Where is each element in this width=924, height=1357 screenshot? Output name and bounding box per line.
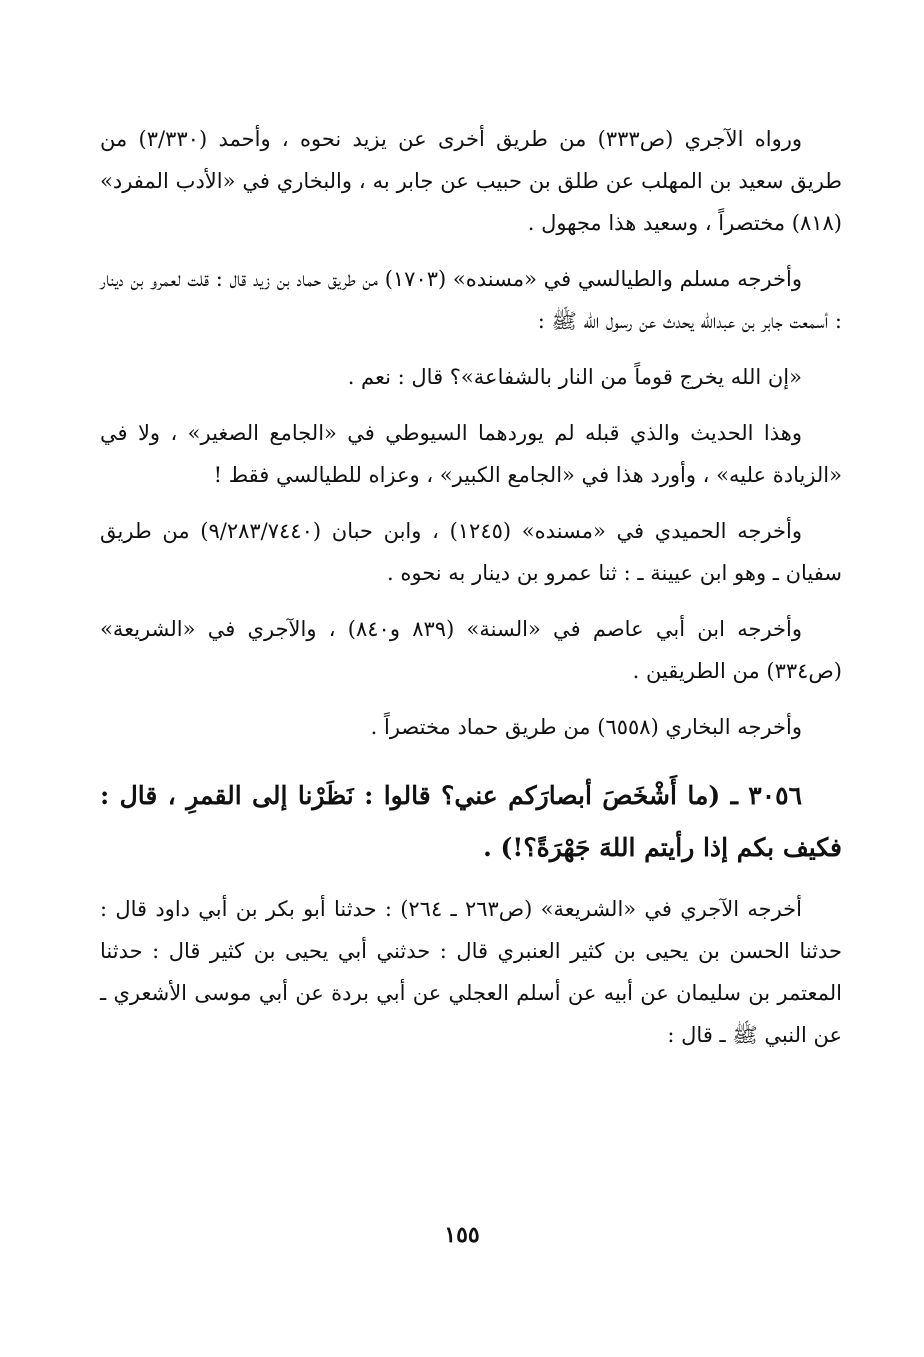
page-number: ١٥٥ [444, 1222, 480, 1248]
page-body [100, 118, 842, 1056]
paragraph-hadith-quote: «إن الله يخرج قوماً من النار بالشفاعة»؟ قال : نعم . [347, 365, 802, 389]
paragraph-muslim-tayalisi: وأخرجه مسلم والطيالسي في «مسنده» (١٧٠٣) من طريق حماد بن زيد قال : قلت لعمرو بن دينار : أسمعت جابر بن عبدالله يحدث عن رسول الله ﷺ : [100, 267, 842, 333]
hadith-heading: ٣٠٥٦ ـ (ما أَشْخَصَ أبصارَكم عني؟ قالوا : نَظَرْنا إلى القمرِ ، قال : فكيف بكم إذا رأيتم اللهَ جَهْرَةً؟!) . [100, 781, 842, 862]
paragraph-ibn-abi-asim: وأخرجه ابن أبي عاصم في «السنة» (٨٣٩ و٨٤٠) ، والآجري في «الشريعة» (ص٣٣٤) من الطريقين . [100, 617, 842, 683]
paragraph-ajurri-ahmad: ورواه الآجري (ص٣٣٣) من طريق أخرى عن يزيد نحوه ، وأحمد (٣/٣٣٠) من طريق سعيد بن المهلب عن طلق بن حبيب عن جابر به ، والبخاري في «الأدب المفرد» (٨١٨) مختصراً ، وسعيد هذا مجهول . [100, 127, 842, 235]
paragraph-bukhari: وأخرجه البخاري (٦٥٥٨) من طريق حماد مختصراً . [370, 715, 802, 739]
paragraph-suyuti-note: وهذا الحديث والذي قبله لم يوردهما السيوطي في «الجامع الصغير» ، ولا في «الزيادة عليه» ، وأورد هذا في «الجامع الكبير» ، وعزاه للطيالسي فقط ! [100, 421, 842, 487]
paragraph-humaydi: وأخرجه الحميدي في «مسنده» (١٢٤٥) ، وابن حبان (٩/٢٨٣/٧٤٤٠) من طريق سفيان ـ وهو ابن عيينة ـ : ثنا عمرو بن دينار به نحوه . [100, 519, 842, 585]
paragraph-takhrij: أخرجه الآجري في «الشريعة» (ص٢٦٣ ـ ٢٦٤) : حدثنا أبو بكر بن أبي داود قال : حدثنا الحسن بن يحيى بن كثير العنبري قال : حدثني أبي يحيى بن كثير قال : حدثنا المعتمر بن سليمان عن أبيه عن أسلم العجلي عن أبي بردة عن أبي موسى الأشعري ـ عن النبي ﷺ ـ قال : [100, 897, 842, 1047]
